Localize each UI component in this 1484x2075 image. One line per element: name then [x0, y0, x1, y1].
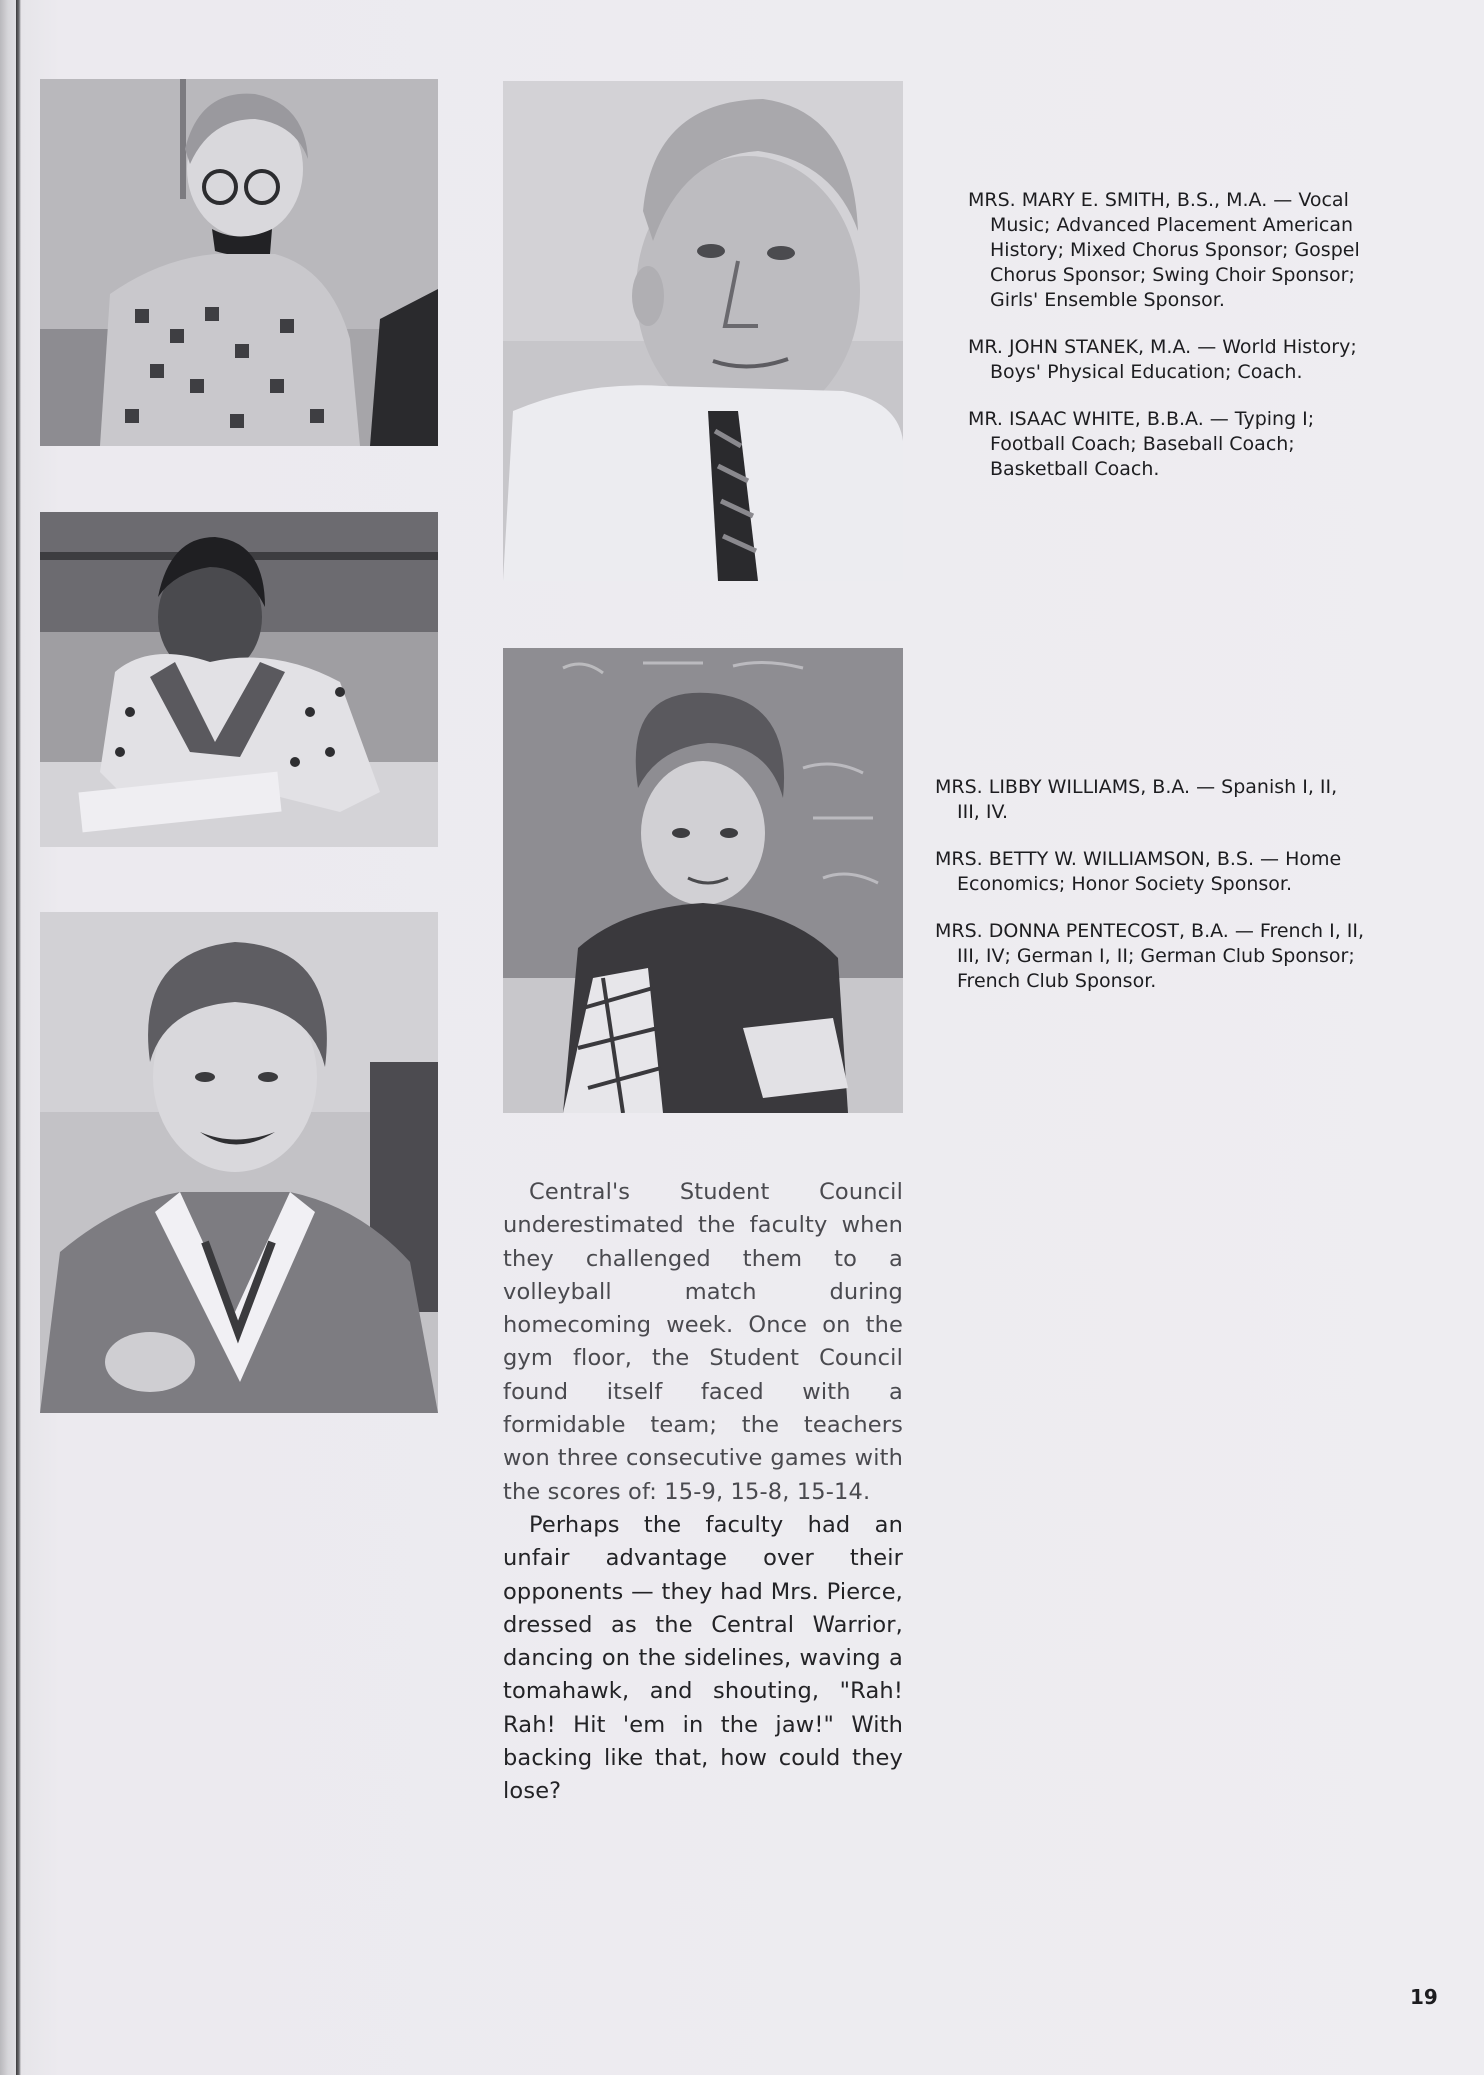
- caption-group-top: [968, 188, 1368, 504]
- story-paragraph-1: Central's Student Council underestimated the faculty when they challenged them to a volleyball match during homecoming week. Once on the gym floor, the Student Council found itself faced with a formidable team; the teachers won three consecutive games with the scores of: 15-9, 15-8, 15-14.: [503, 1179, 903, 1505]
- photo-teacher-chalkboard: [503, 648, 903, 1113]
- binding-gutter: [16, 0, 21, 2075]
- photo-teacher-smiling-woman: [40, 912, 438, 1413]
- caption-john-stanek: MR. JOHN STANEK, M.A. — World History; Boys' Physical Education; Coach.: [968, 336, 1357, 383]
- story-volleyball: [503, 1176, 903, 1809]
- photo-teacher-man-tie: [503, 81, 903, 581]
- caption-group-middle: [935, 775, 1365, 1016]
- photo-teacher-young-man: [40, 512, 438, 847]
- story-paragraph-2: Perhaps the faculty had an unfair advantage over their opponents — they had Mrs. Pierce, dressed as the Central Warrior, dancing on the sidelines, waving a tomahawk, and shouting, "Rah! Rah! Hit 'em in the jaw!" With backing like that, how could they lose?: [503, 1511, 903, 1805]
- caption-betty-williamson: MRS. BETTY W. WILLIAMSON, B.S. — Home Economics; Honor Society Sponsor.: [935, 848, 1342, 895]
- caption-isaac-white: MR. ISAAC WHITE, B.B.A. — Typing I; Football Coach; Baseball Coach; Basketball Coach.: [968, 408, 1315, 480]
- photo-teacher-glasses: [40, 79, 438, 446]
- caption-libby-williams: MRS. LIBBY WILLIAMS, B.A. — Spanish I, II, III, IV.: [935, 776, 1338, 823]
- caption-mary-smith: MRS. MARY E. SMITH, B.S., M.A. — Vocal Music; Advanced Placement American History; Mixed Chorus Sponsor; Gospel Chorus Sponsor; Swing Choir Sponsor; Girls' Ensemble Sponsor.: [968, 189, 1360, 311]
- page-number: 19: [1410, 1985, 1438, 2009]
- caption-donna-pentecost: MRS. DONNA PENTECOST, B.A. — French I, II, III, IV; German I, II; German Club Sponsor; French Club Sponsor.: [935, 920, 1365, 992]
